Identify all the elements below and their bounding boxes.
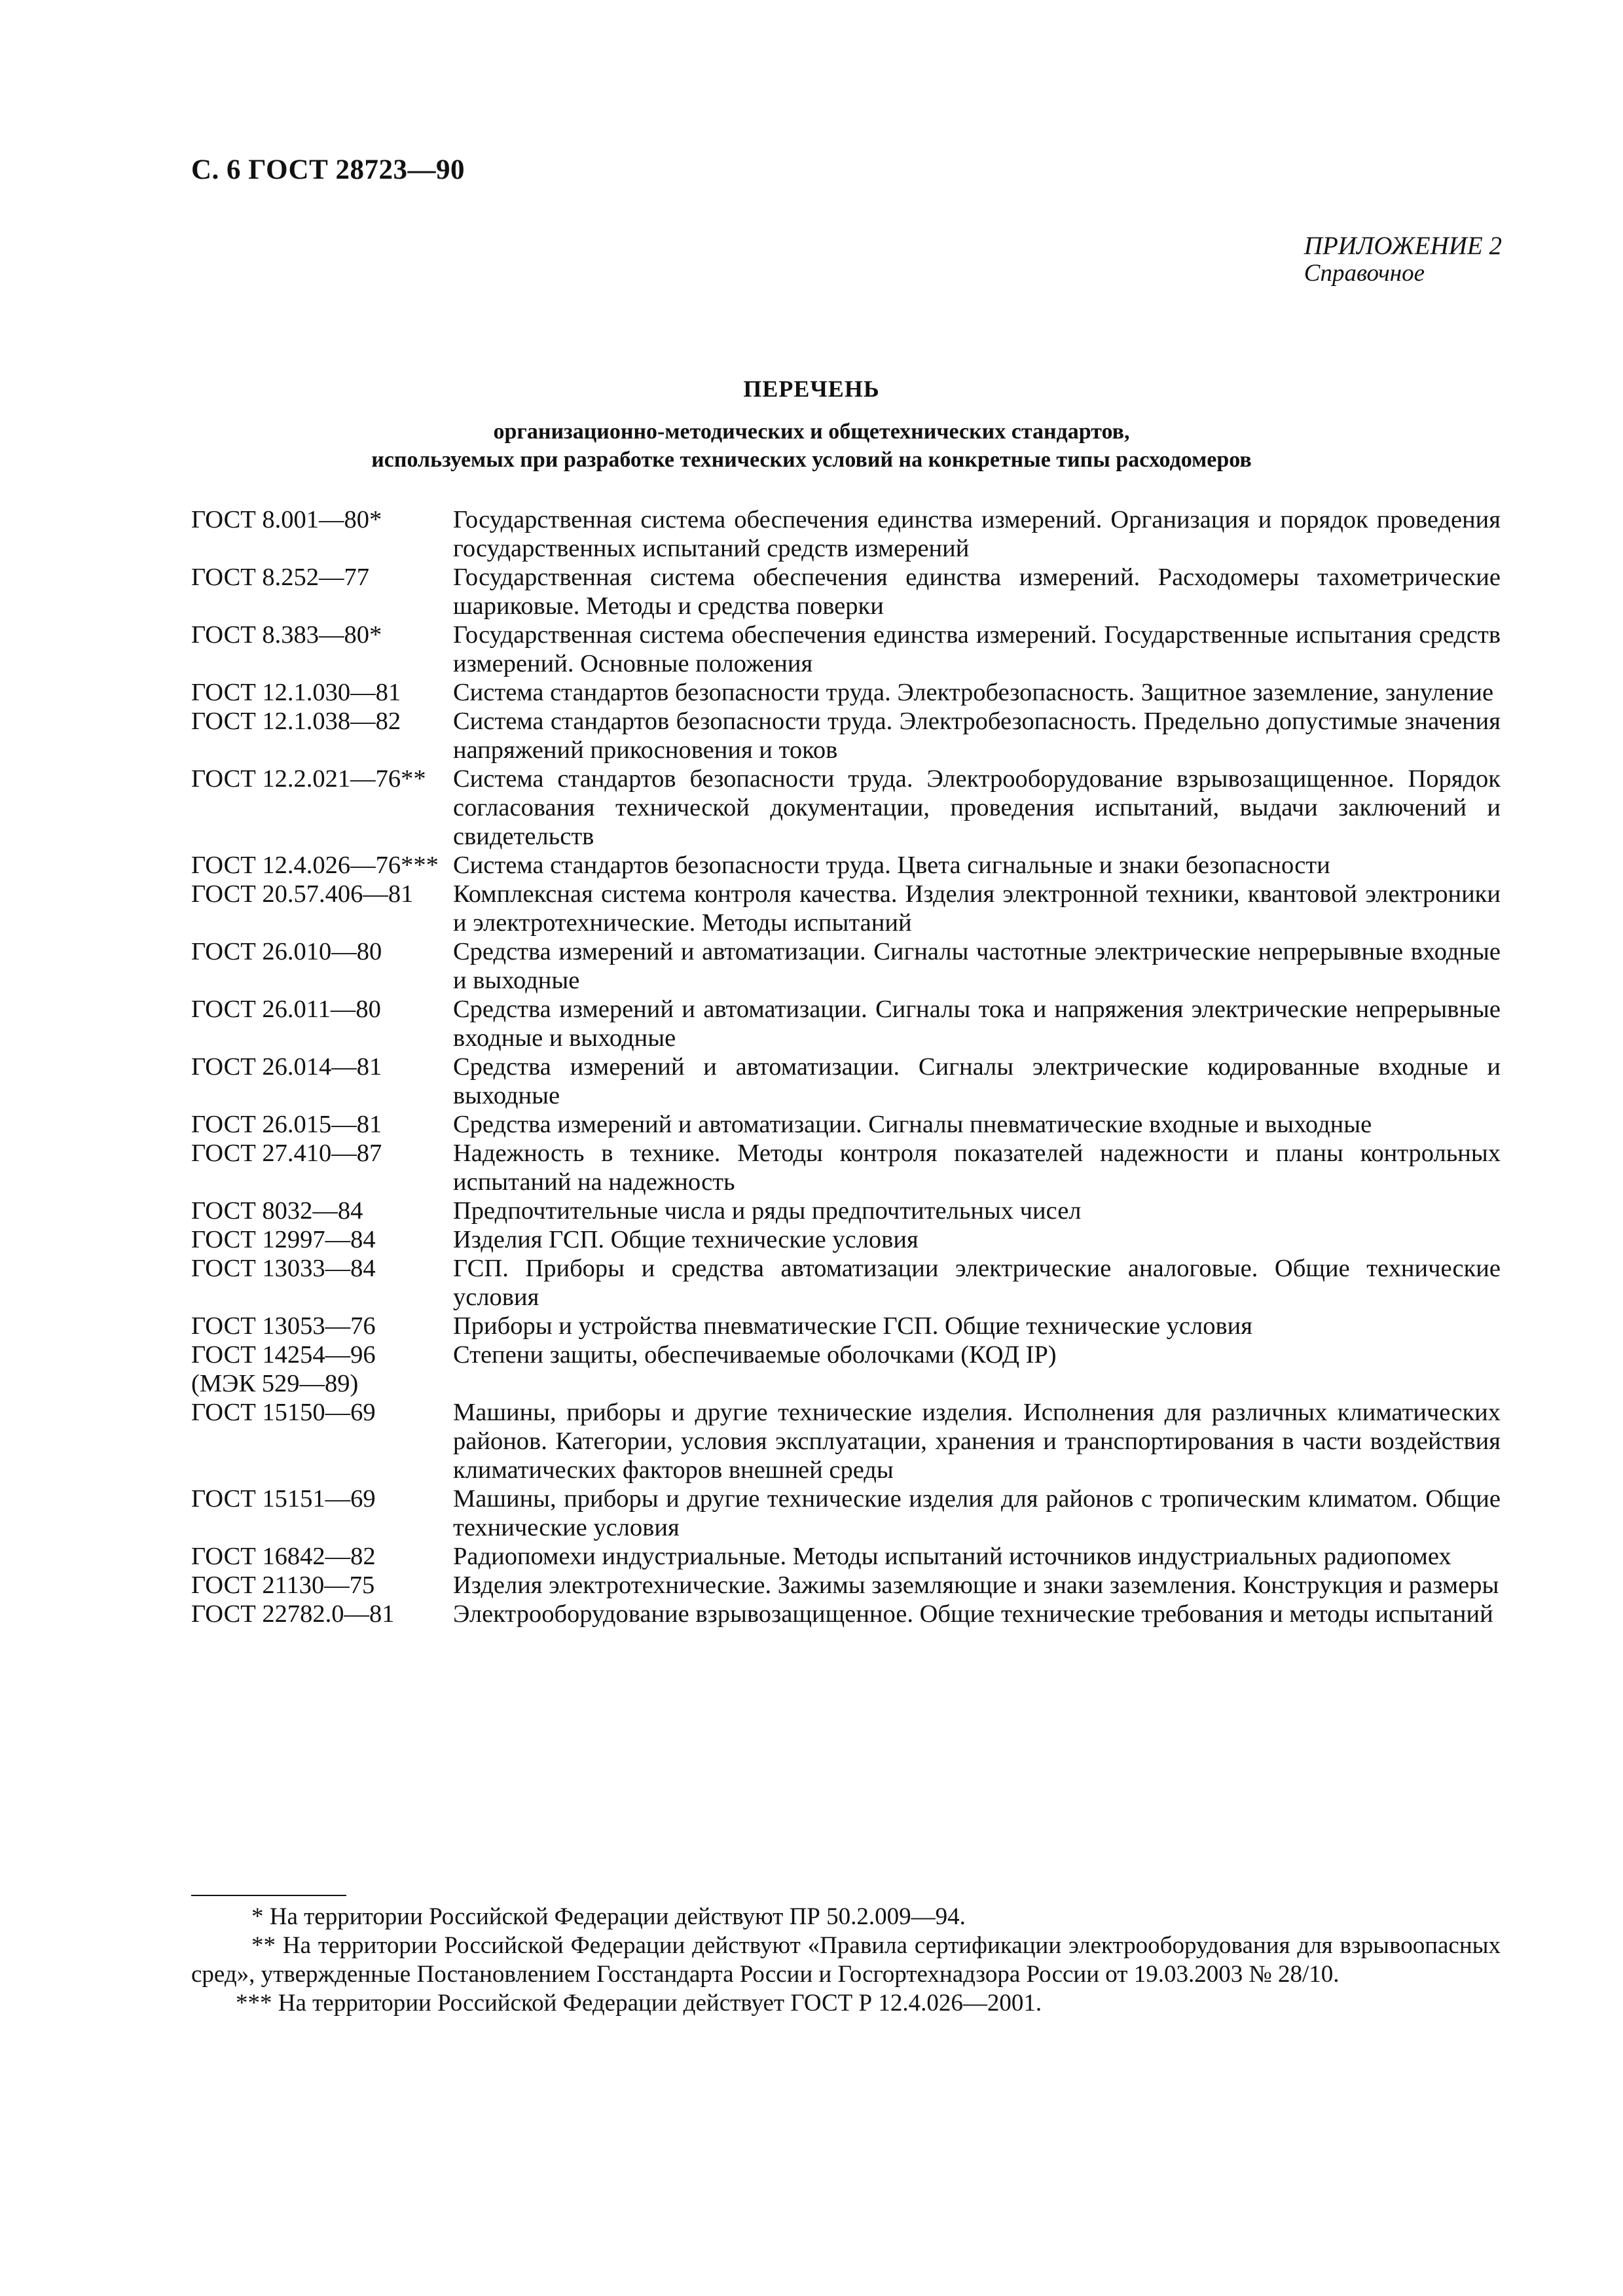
appendix-label: ПРИЛОЖЕНИЕ 2 xyxy=(1304,232,1502,260)
page-header: С. 6 ГОСТ 28723—90 xyxy=(191,154,465,185)
list-item xyxy=(191,764,1501,851)
list-item xyxy=(191,1340,1501,1398)
list-item xyxy=(191,1312,1501,1340)
standard-title: Степени защиты, обеспечиваемые оболочками (КОД IP) xyxy=(453,1341,1057,1369)
standard-title: Средства измерений и автоматизации. Сигналы пневматические входные и выходные xyxy=(453,1111,1372,1138)
appendix-note: Справочное xyxy=(1304,259,1425,287)
standard-code: ГОСТ 12.1.038—82 xyxy=(191,708,401,735)
standard-title: Система стандартов безопасности труда. Электробезопасность. Защитное заземление, зануление xyxy=(453,679,1494,706)
footnotes xyxy=(191,1903,1501,2018)
standards-list xyxy=(191,505,1501,1628)
standard-code: ГОСТ 27.410—87 xyxy=(191,1139,382,1167)
standard-title: Машины, приборы и другие технические изделия. Исполнения для различных климатических районов. Категории, условия эксплуатации, хранения и транспортирования в части воздействия климатических факторов внешней среды xyxy=(453,1399,1501,1484)
footnote-divider xyxy=(191,1895,346,1896)
standard-title: Надежность в технике. Методы контроля показателей надежности и планы контрольных испытаний на надежность xyxy=(453,1139,1501,1196)
standard-title: Комплексная система контроля качества. Изделия электронной техники, квантовой электроники и электротехнические. Методы испытаний xyxy=(453,880,1501,937)
appendix-block xyxy=(1304,232,1502,287)
list-item xyxy=(191,563,1501,620)
standard-title: Средства измерений и автоматизации. Сигналы тока и напряжения электрические непрерывные входные и выходные xyxy=(453,996,1501,1052)
standard-code: ГОСТ 8.252—77 xyxy=(191,564,370,591)
standard-code: ГОСТ 26.014—81 xyxy=(191,1053,382,1081)
footnote-mark: *** xyxy=(236,1990,272,2017)
list-item xyxy=(191,707,1501,764)
standard-code: ГОСТ 8032—84 xyxy=(191,1197,363,1225)
standard-code: ГОСТ 26.010—80 xyxy=(191,938,382,965)
standard-title: Средства измерений и автоматизации. Сигналы электрические кодированные входные и выходные xyxy=(453,1053,1501,1109)
footnote xyxy=(191,1989,1501,2018)
standard-title: Предпочтительные числа и ряды предпочтительных чисел xyxy=(453,1197,1082,1225)
list-item xyxy=(191,1139,1501,1196)
document-subtitle xyxy=(0,418,1623,474)
standard-code: ГОСТ 13033—84 xyxy=(191,1255,376,1282)
standard-title: Система стандартов безопасности труда. Цвета сигнальные и знаки безопасности xyxy=(453,852,1330,879)
list-item xyxy=(191,1571,1501,1600)
standard-code: ГОСТ 14254—96 (МЭК 529—89) xyxy=(191,1341,376,1397)
list-item xyxy=(191,505,1501,563)
footnote-text: На территории Российской Федерации действуют «Правила сертификации электрооборудования для взрывоопасных сред», утвержденные Постановлением Госстандарта России и Госгортехнадзора России от 19.03.2003 № 28/10. xyxy=(191,1932,1501,1988)
standard-code: ГОСТ 12.1.030—81 xyxy=(191,679,401,706)
list-item xyxy=(191,1600,1501,1628)
list-item xyxy=(191,1484,1501,1542)
subtitle-line-1: организационно-методических и общетехнических стандартов, xyxy=(493,420,1130,444)
list-item xyxy=(191,1110,1501,1139)
standard-title: Изделия электротехнические. Зажимы заземляющие и знаки заземления. Конструкция и размеры xyxy=(453,1571,1499,1599)
footnote-mark: ** xyxy=(251,1932,276,1959)
standard-title: Радиопомехи индустриальные. Методы испытаний источников индустриальных радиопомех xyxy=(453,1543,1451,1570)
standard-title: Электрооборудование взрывозащищенное. Общие технические требования и методы испытаний xyxy=(453,1600,1493,1628)
standard-title: ГСП. Приборы и средства автоматизации электрические аналоговые. Общие технические условия xyxy=(453,1255,1501,1311)
list-item xyxy=(191,1398,1501,1484)
footnote xyxy=(191,1903,1501,1931)
standard-title: Система стандартов безопасности труда. Электробезопасность. Предельно допустимые значения напряжений прикосновения и токов xyxy=(453,708,1501,764)
list-item xyxy=(191,937,1501,995)
footnote xyxy=(191,1931,1501,1989)
standard-code: ГОСТ 21130—75 xyxy=(191,1571,375,1599)
standard-title: Машины, приборы и другие технические изделия для районов с тропическим климатом. Общие технические условия xyxy=(453,1485,1501,1541)
standard-code: ГОСТ 8.001—80* xyxy=(191,506,382,533)
standard-title: Приборы и устройства пневматические ГСП. Общие технические условия xyxy=(453,1312,1252,1340)
standard-code: ГОСТ 15151—69 xyxy=(191,1485,376,1513)
standard-title: Государственная система обеспечения единства измерений. Организация и порядок проведения государственных испытаний средств измерений xyxy=(453,506,1501,562)
list-item xyxy=(191,1542,1501,1571)
standard-code: ГОСТ 26.015—81 xyxy=(191,1111,382,1138)
list-item xyxy=(191,1052,1501,1110)
list-item xyxy=(191,620,1501,678)
standard-title: Государственная система обеспечения единства измерений. Расходомеры тахометрические шариковые. Методы и средства поверки xyxy=(453,564,1501,620)
list-item xyxy=(191,851,1501,880)
list-item xyxy=(191,1225,1501,1254)
standard-code: ГОСТ 12.4.026—76*** xyxy=(191,852,439,879)
standard-code: ГОСТ 26.011—80 xyxy=(191,996,381,1023)
list-item xyxy=(191,1254,1501,1312)
list-item xyxy=(191,1196,1501,1225)
standard-code: ГОСТ 22782.0—81 xyxy=(191,1600,395,1628)
footnote-text: На территории Российской Федерации действуют ПР 50.2.009—94. xyxy=(269,1903,966,1930)
standard-code: ГОСТ 15150—69 xyxy=(191,1399,376,1426)
standard-code: ГОСТ 12997—84 xyxy=(191,1226,376,1253)
standard-title: Система стандартов безопасности труда. Электрооборудование взрывозащищенное. Порядок согласования технической документации, проведения испытаний, выдачи заключений и свидетельств xyxy=(453,765,1501,850)
standard-code: ГОСТ 8.383—80* xyxy=(191,621,382,649)
standard-code: ГОСТ 20.57.406—81 xyxy=(191,880,414,908)
document-title: ПЕРЕЧЕНЬ xyxy=(743,376,880,402)
footnote-mark: * xyxy=(251,1903,264,1930)
standard-code: ГОСТ 12.2.021—76** xyxy=(191,765,426,793)
standard-code: ГОСТ 16842—82 xyxy=(191,1543,376,1570)
standard-code: ГОСТ 13053—76 xyxy=(191,1312,376,1340)
standard-title: Изделия ГСП. Общие технические условия xyxy=(453,1226,919,1253)
list-item xyxy=(191,995,1501,1052)
list-item xyxy=(191,678,1501,707)
footnote-text: На территории Российской Федерации действует ГОСТ Р 12.4.026—2001. xyxy=(278,1990,1042,2017)
standard-title: Государственная система обеспечения единства измерений. Государственные испытания средств измерений. Основные положения xyxy=(453,621,1501,677)
subtitle-line-2: используемых при разработке технических условий на конкретные типы расходомеров xyxy=(371,448,1252,472)
standard-title: Средства измерений и автоматизации. Сигналы частотные электрические непрерывные входные и выходные xyxy=(453,938,1501,994)
list-item xyxy=(191,880,1501,937)
